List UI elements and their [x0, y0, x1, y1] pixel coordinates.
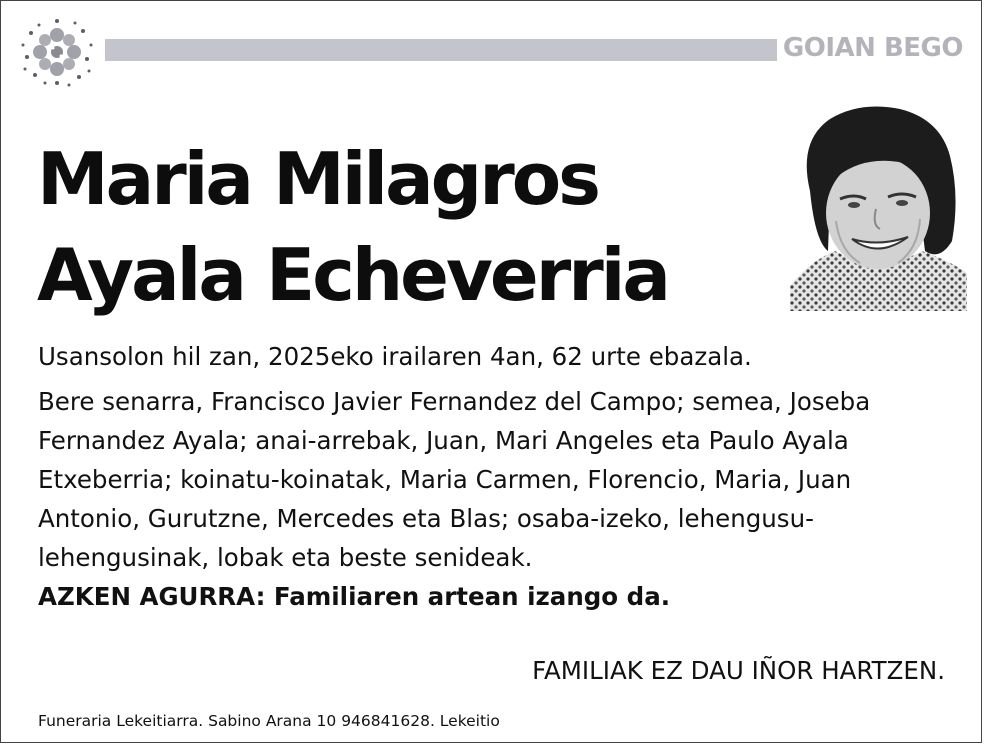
name-line-2: Ayala Echeverria: [37, 233, 669, 317]
name-line-1: Maria Milagros: [37, 137, 599, 221]
flower-icon: [15, 13, 99, 91]
death-info: Usansolon hil zan, 2025eko irailaren 4an, 62 urte ebazala.: [38, 342, 752, 371]
farewell-info: AZKEN AGURRA: Familiaren artean izango da.: [38, 582, 671, 611]
family-list: Bere senarra, Francisco Javier Fernandez del Campo; semea, Joseba Fernandez Ayala; anai-arrebak, Juan, Mari Angeles eta Paulo Ayala Etxeberria; koinatu-koinatak, Maria Carmen, Florencio, Maria, Juan Antonio, Gurutzne, Mercedes eta Blas; osaba-izeko, lehengusu-lehengusinak, lobak eta beste senideak.: [38, 387, 871, 572]
funeral-home-info: Funeraria Lekeitiarra. Sabino Arana 10 946841628. Lekeitio: [38, 712, 500, 730]
section-label: GOIAN BEGO: [782, 33, 963, 63]
family-note: FAMILIAK EZ DAU IÑOR HARTZEN.: [532, 656, 945, 685]
notice-body: [38, 337, 958, 616]
deceased-name: [37, 131, 757, 323]
portrait-photo: [790, 101, 967, 311]
header-bar: [105, 39, 777, 61]
